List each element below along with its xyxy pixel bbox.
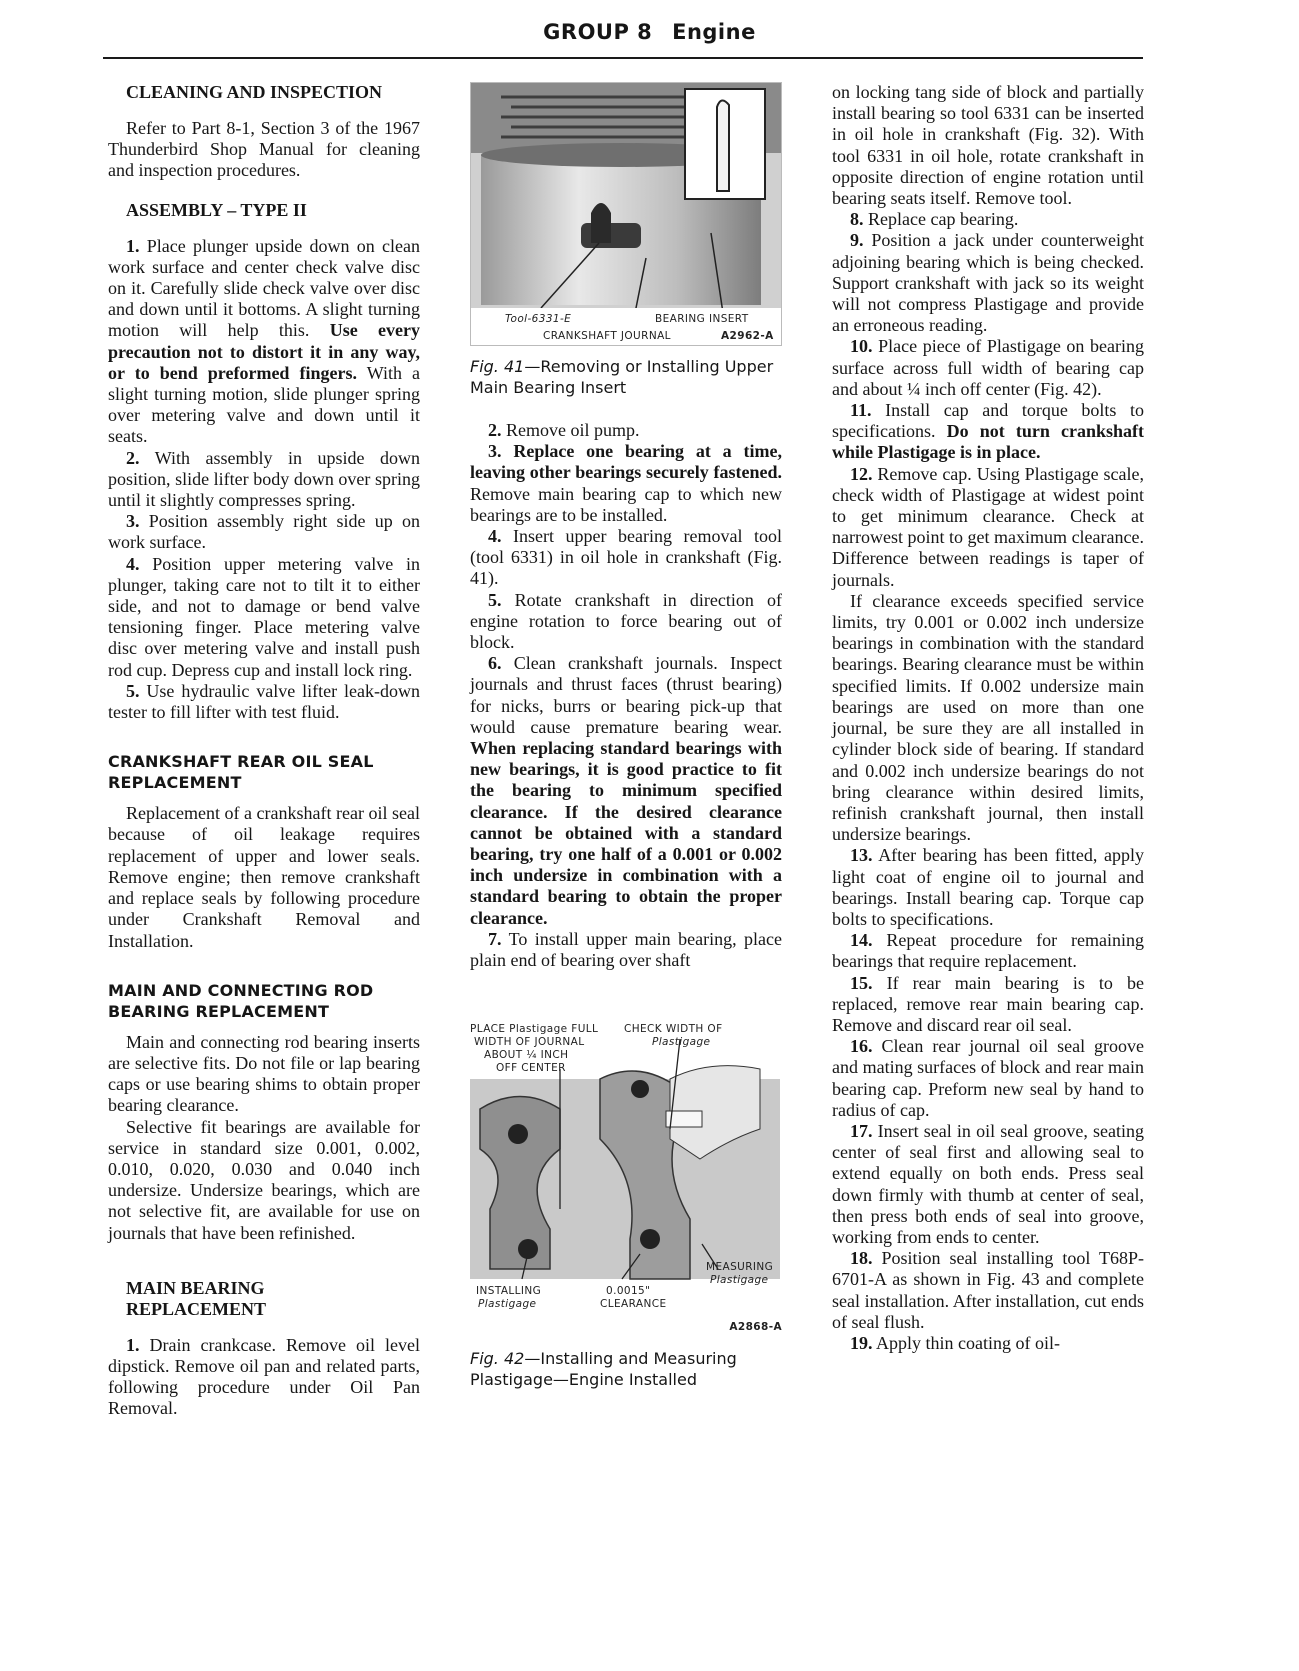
fig42-label-measuring-1: MEASURING xyxy=(706,1261,774,1274)
main-bearing-step-5: 5. Rotate crankshaft in direction of engine rotation to force bearing out of block. xyxy=(470,589,783,653)
column-left xyxy=(108,82,420,1420)
main-bearing-step-11: 11. Install cap and torque bolts to specifications. Do not turn crankshaft while Plastigage is in place. xyxy=(832,400,1145,463)
main-bearing-step-15: 15. If rear main bearing is to be replaced, remove rear main bearing cap. Remove and discard rear oil seal. xyxy=(832,972,1145,1035)
page-header xyxy=(0,20,1299,44)
fig42-label-clearance-1: 0.0015" xyxy=(606,1285,651,1298)
figure-41-illustration xyxy=(471,83,781,345)
assembly-step-4: 4. Position upper metering valve in plunger, taking care not to tilt it to either side, and not to damage or bend valve tensioning finger. Place metering valve disc over metering valve and install push rod cup. Depress cup and install lock ring. xyxy=(108,553,421,680)
main-conn-paragraph-1: Main and connecting rod bearing inserts are selective fits. Do not file or lap bearing caps or use bearing shims to obtain proper bearing clearance. xyxy=(108,1031,420,1116)
fig42-label-place-1: PLACE Plastigage FULL xyxy=(470,1023,599,1036)
group-label: GROUP 8 xyxy=(543,20,653,44)
main-bearing-step-18: 18. Position seal installing tool T68P-6701-A as shown in Fig. 43 and complete seal installation. After installation, cut ends of seal flush. xyxy=(832,1248,1144,1332)
section-title-main-bearing: MAIN BEARING REPLACEMENT xyxy=(126,1277,267,1319)
main-bearing-step-13: 13. After bearing has been fitted, apply light coat of engine oil to journal and bearings. Install bearing cap. Torque cap bolts to specifications. xyxy=(832,845,1144,929)
main-bearing-step-6: 6. Clean crankshaft journals. Inspect journals and thrust faces (thrust bearing) for nicks, burrs or bearing pick-up that would cause premature bearing wear. When replacing standard bearings with new bearings, it is good practice to fit the bearing to minimum specified clearance. If the desired clearance cannot be obtained with a standard bearing, try one half of a 0.001 or 0.002 inch undersize in combination with a standard bearing to obtain the proper clearance. xyxy=(470,653,783,928)
fig41-label-tool: Tool-6331-E xyxy=(505,313,572,325)
column-right xyxy=(832,82,1144,1354)
section-title-main-connecting: MAIN AND CONNECTING ROD BEARING REPLACEMENT xyxy=(108,980,374,1021)
main-bearing-step-12b: If clearance exceeds specified service limits, try 0.001 or 0.002 inch undersize bearings in combination with the standard bearings. Bearing clearance must be within specified limits. If 0.002 undersize main bearings are used on more than one journal, be sure they are all installed in cylinder block side of bearing. If standard and 0.002 inch undersize bearings do not bring clearance within desired limits, refinish crankshaft journal, then install undersize bearings. xyxy=(832,590,1144,845)
header-rule xyxy=(103,57,1143,59)
assembly-step-1: 1. Place plunger upside down on clean work surface and center check valve disc on it. Carefully slide check valve over disc and down until it bottoms. A slight turning motion will help this. Use every precaution not to distort it in any way, or to bend preformed fingers. With a slight turning motion, slide plunger spring over metering valve and down until it seats. xyxy=(108,235,420,447)
fig42-label-place-4: OFF CENTER xyxy=(496,1062,566,1075)
step-7-continued: on locking tang side of block and partially install bearing so tool 6331 can be inserted in oil hole in crankshaft (Fig. 32). With tool 6331 in oil hole, rotate crankshaft in opposite direction of engine rotation until bearing seats itself. Remove tool. xyxy=(832,82,1144,209)
figure-42-caption: Fig. 42—Installing and Measuring Plastigage—Engine Installed xyxy=(470,1349,737,1390)
fig41-label-journal: CRANKSHAFT JOURNAL xyxy=(543,330,671,342)
column-middle xyxy=(470,82,782,1390)
rear-seal-paragraph: Replacement of a crankshaft rear oil seal because of oil leakage requires replacement of upper and lower seals. Remove engine; then remove crankshaft and replace seals by following procedure under Crankshaft Removal and Installation. xyxy=(108,803,420,951)
fig41-label-insert: BEARING INSERT xyxy=(655,313,749,325)
figure-42 xyxy=(470,1019,780,1309)
main-bearing-step-2: 2. Remove oil pump. xyxy=(488,420,640,440)
fig42-label-installing-2: Plastigage xyxy=(478,1298,537,1310)
fig42-label-measuring-2: Plastigage xyxy=(710,1274,769,1287)
cleaning-paragraph: Refer to Part 8-1, Section 3 of the 1967 Thunderbird Shop Manual for cleaning and inspection procedures. xyxy=(108,118,420,181)
main-bearing-step-9: 9. Position a jack under counterweight adjoining bearing which is being checked. Support crankshaft with jack so its weight will not compress Plastigage and provide an erroneous reading. xyxy=(832,230,1145,336)
main-bearing-step-19: 19. Apply thin coating of oil- xyxy=(850,1332,1060,1353)
fig42-code: A2868-A xyxy=(729,1321,782,1334)
section-title-cleaning: CLEANING AND INSPECTION xyxy=(126,82,383,102)
main-bearing-step-14: 14. Repeat procedure for remaining bearings that require replacement. xyxy=(832,930,1144,972)
main-bearing-step-8: 8. Replace cap bearing. xyxy=(850,209,1019,230)
main-bearing-step-17: 17. Insert seal in oil seal groove, seating center of seal first and allowing seal to extend equally on both ends. Press seal down firmly with thumb at center of seal, then press both ends of seal into groove, working from ends to center. xyxy=(832,1120,1144,1247)
figure-41-caption: Fig. 41—Removing or Installing Upper Main Bearing Insert xyxy=(470,357,774,397)
main-bearing-step-4: 4. Insert upper bearing removal tool (tool 6331) in oil hole in crankshaft (Fig. 41). xyxy=(470,526,782,589)
fig41-code: A2962-A xyxy=(721,330,774,342)
fig42-label-check-2: Plastigage xyxy=(652,1036,711,1049)
section-title-assembly: ASSEMBLY – TYPE II xyxy=(126,199,307,220)
fig42-label-check-1: CHECK WIDTH OF xyxy=(624,1023,723,1036)
main-conn-paragraph-2: Selective fit bearings are available for service in standard size 0.001, 0.002, 0.010, 0.020, 0.030 and 0.040 inch undersize. Undersize bearings, which are not selective fit, are available for use on journals that have been refinished. xyxy=(108,1116,420,1243)
fig42-label-installing-1: INSTALLING xyxy=(476,1285,542,1298)
fig42-label-place-3: ABOUT ¼ INCH xyxy=(484,1049,569,1062)
fig42-label-place-2: WIDTH OF JOURNAL xyxy=(474,1036,585,1049)
fig42-label-clearance-2: CLEARANCE xyxy=(600,1298,667,1310)
main-bearing-step-7: 7. To install upper main bearing, place plain end of bearing over shaft xyxy=(470,928,782,971)
assembly-step-3: 3. Position assembly right side up on work surface. xyxy=(108,511,420,553)
group-title: Engine xyxy=(672,20,756,44)
main-bearing-step-12: 12. Remove cap. Using Plastigage scale, check width of Plastigage at widest point to get minimum clearance. Check at narrowest point to get maximum clearance. Difference between readings is taper of journals. xyxy=(832,463,1145,590)
assembly-step-2: 2. With assembly in upside down position, slide lifter body down over spring until it slightly compresses spring. xyxy=(108,447,420,511)
main-bearing-step-1: 1. Drain crankcase. Remove oil level dipstick. Remove oil pan and related parts, following procedure under Oil Pan Removal. xyxy=(108,1334,421,1419)
assembly-step-5: 5. Use hydraulic valve lifter leak-down tester to fill lifter with test fluid. xyxy=(108,680,420,723)
main-bearing-step-10: 10. Place piece of Plastigage on bearing surface across full width of bearing cap and about ¼ inch off center (Fig. 42). xyxy=(832,336,1145,399)
main-bearing-step-3: 3. Replace one bearing at a time, leaving other bearings securely fastened. Remove main bearing cap to which new bearings are to be installed. xyxy=(470,441,783,525)
main-bearing-step-16: 16. Clean rear journal oil seal groove and mating surfaces of block and rear main bearing cap. Preform new seal by hand to radius of cap. xyxy=(832,1036,1144,1120)
figure-41 xyxy=(470,82,782,346)
section-title-rear-seal: CRANKSHAFT REAR OIL SEAL REPLACEMENT xyxy=(108,752,374,793)
